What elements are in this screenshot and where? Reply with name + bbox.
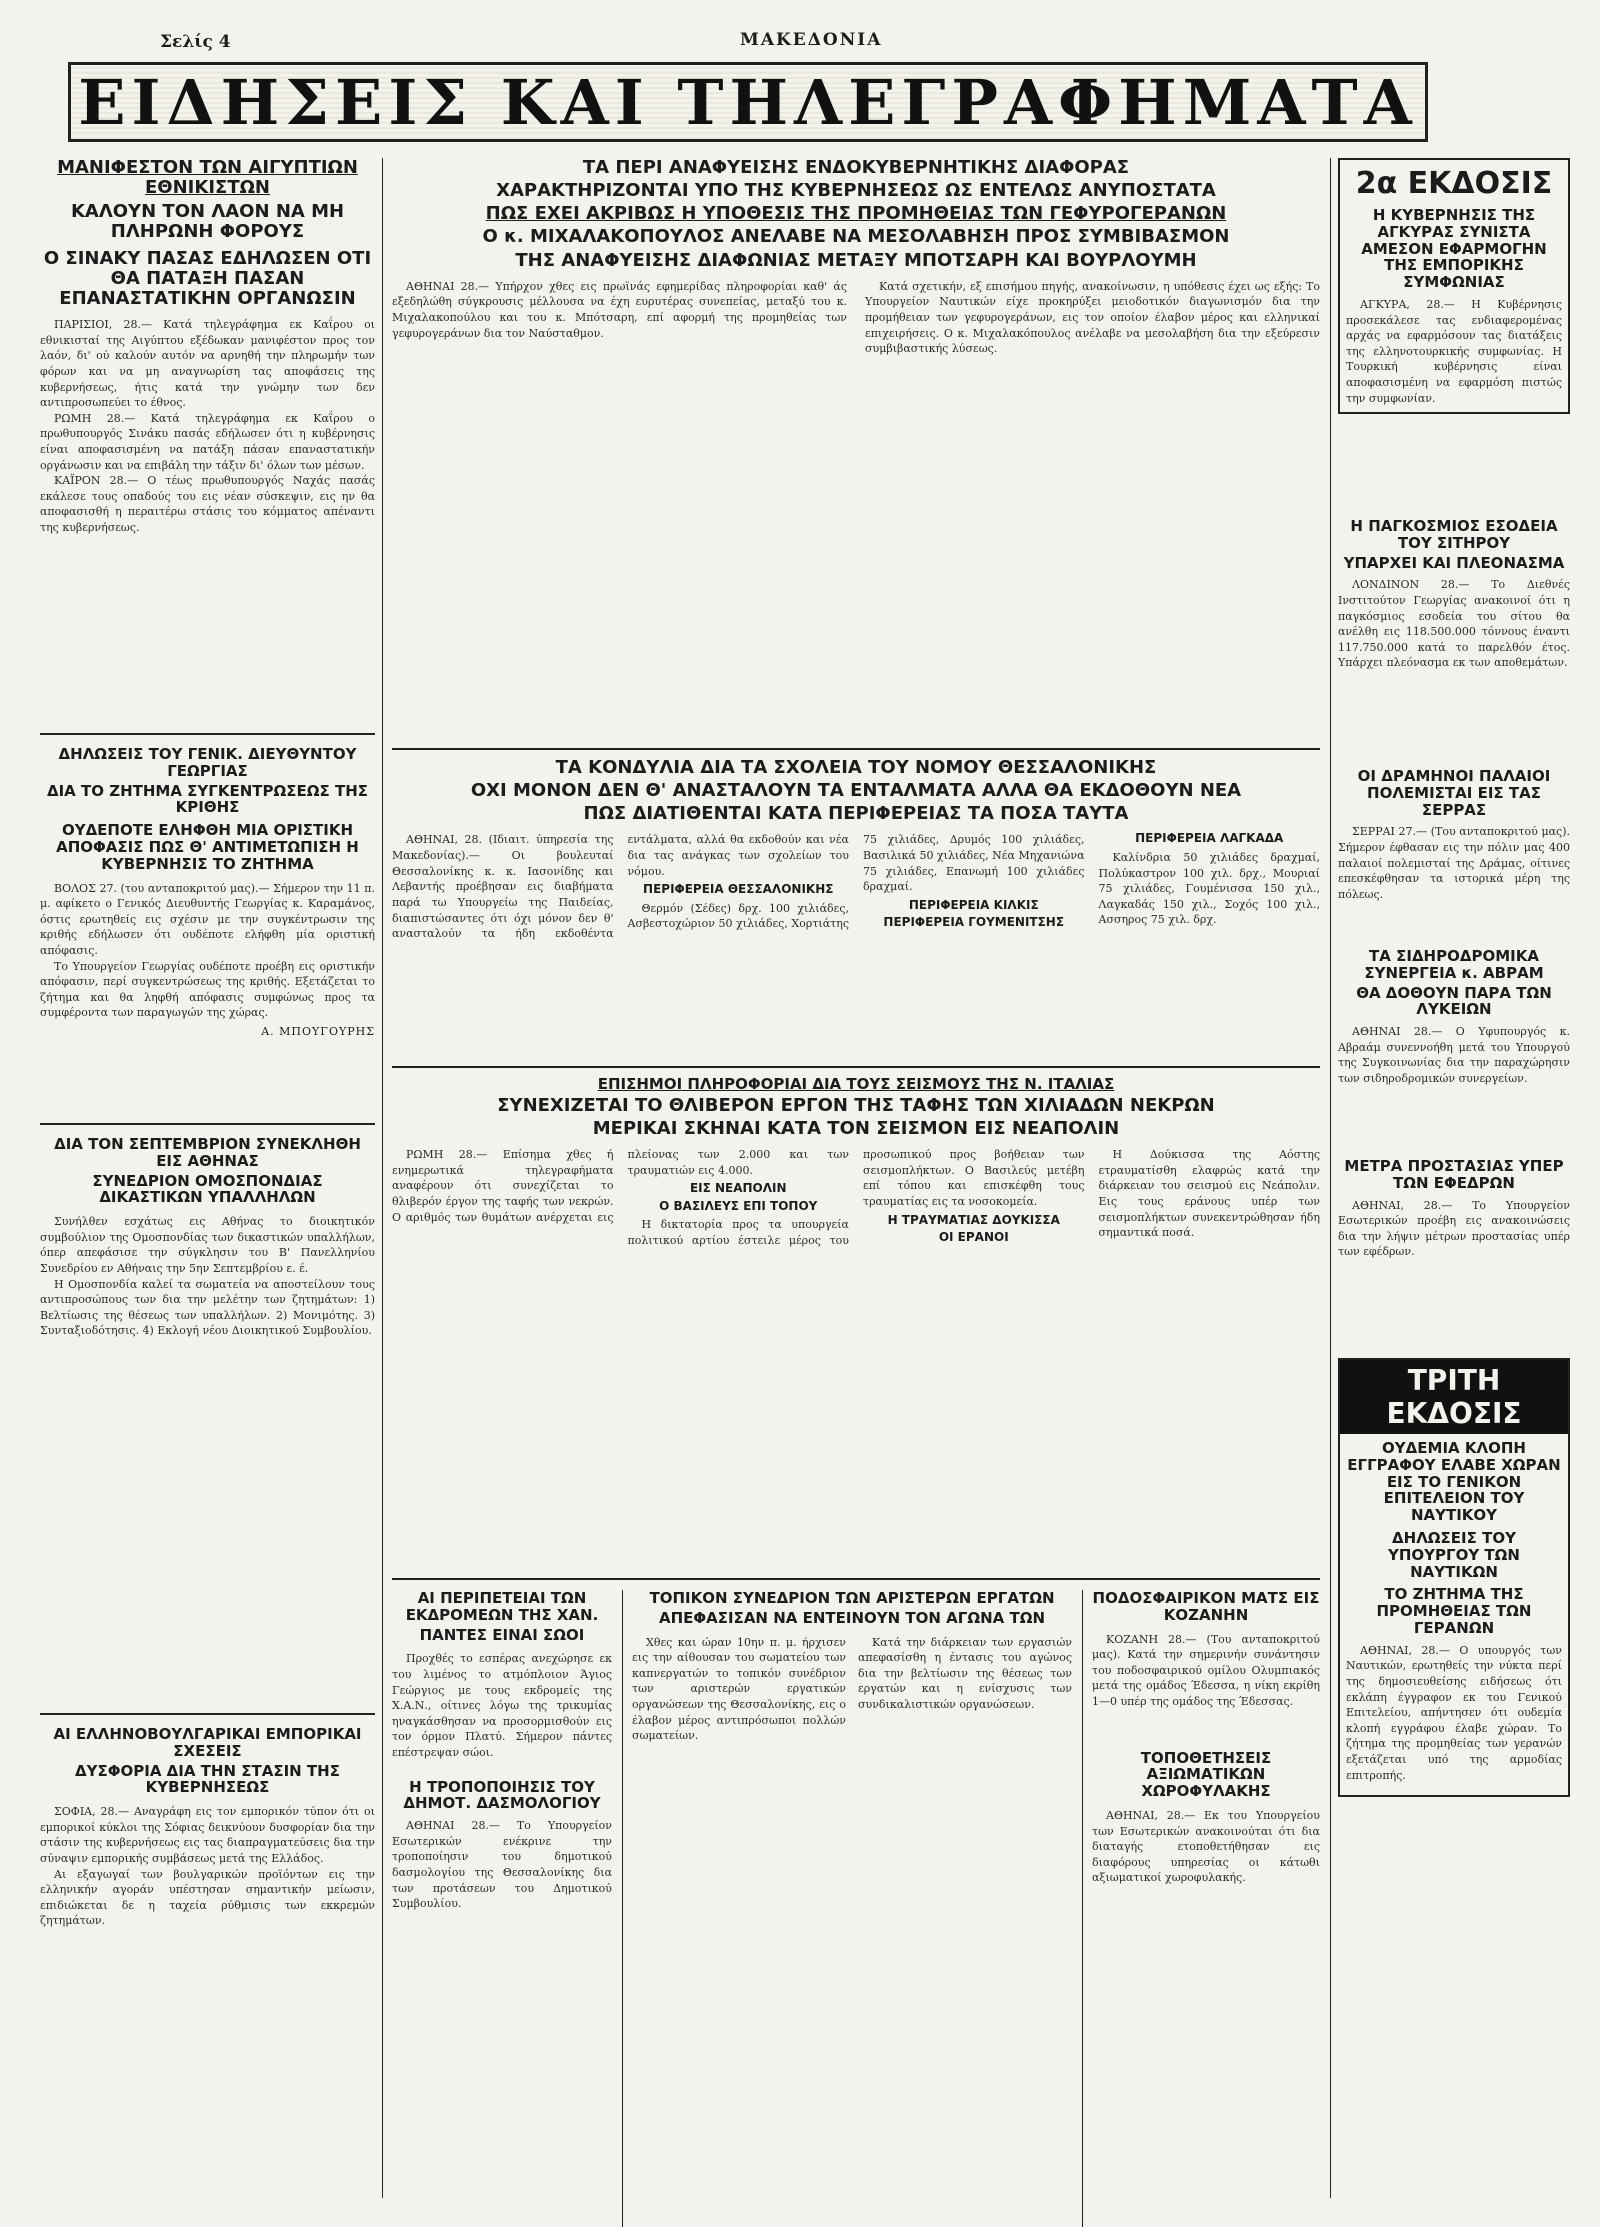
region-heading: ΠΕΡΙΦΕΡΕΙΑ ΚΙΛΚΙΣ <box>908 897 1039 912</box>
divider <box>40 1713 375 1715</box>
third-edition-box <box>1338 1358 1570 1797</box>
article-workers-congress <box>632 1590 1072 1744</box>
banner-title: ΕΙΔΗΣΕΙΣ ΚΑΙ ΤΗΛΕΓΡΑΦΗΜΑΤΑ <box>78 65 1418 139</box>
region-heading: ΠΕΡΙΦΕΡΕΙΑ ΛΑΓΚΑΔΑ <box>1135 831 1284 846</box>
headline: ΔΗΛΩΣΕΙΣ ΤΟΥ ΓΕΝΙΚ. ΔΙΕΥΘΥΝΤΟΥ ΓΕΩΡΓΙΑΣ <box>58 745 357 780</box>
paragraph: ΑΘΗΝΑΙ 28.— Υπήρχον χθες εις πρωϊνάς εφημερίδας πληροφορίαι καθ' άς εξεδηλώθη σύγκρουσις μέλλουσα να έχη ευρυτέρας συνεπείας, μεταξύ του κ. Μιχαλακοπούλου και του κ. Μπότσαρη, επί αφορμή της προμηθείας των γεφυρογεράνων δια τον Ναύσταθμον. <box>392 279 847 340</box>
article-egypt <box>40 158 375 536</box>
headline: Η ΚΥΒΕΡΝΗΣΙΣ ΤΗΣ ΑΓΚΥΡΑΣ ΣΥΝΙΣΤΑ ΑΜΕΣΟΝ ΕΦΑΡΜΟΓΗΝ ΤΗΣ ΕΜΠΟΡΙΚΗΣ ΣΥΜΦΩΝΙΑΣ <box>1361 206 1547 292</box>
page-number: Σελίς 4 <box>160 32 231 52</box>
paragraph: ΚΟΖΑΝΗ 28.— (Του ανταποκριτού μας). Κατά την σημερινήν συνάντησιν του ποδοσφαιρικού ομίλου Ολυμπιακός μετά της ομάδος Έδεσσα, η νίκη εκρίθη 1—0 υπέρ της ομάδος της Έδεσσας. <box>1092 1632 1320 1709</box>
subheadline: ΜΕΡΙΚΑΙ ΣΚΗΝΑΙ ΚΑΤΑ ΤΟΝ ΣΕΙΣΜΟΝ ΕΙΣ ΝΕΑΠΟΛΙΝ <box>592 1117 1120 1139</box>
article-football <box>1092 1590 1320 1886</box>
article-veterans <box>1338 768 1570 902</box>
second-edition-box <box>1338 158 1570 414</box>
masthead-line <box>40 28 1570 58</box>
subheadline: ΔΙΑ ΤΟ ΖΗΤΗΜΑ ΣΥΓΚΕΝΤΡΩΣΕΩΣ ΤΗΣ ΚΡΙΘΗΣ <box>46 781 368 817</box>
paragraph: Η δικτατορία προς τα υπουργεία πολιτικού αρτίου έστειλε μέρος του προσωπικού προς βοήθειαν των σεισμοπλήκτων. Ο Βασιλεύς μετέβη επί τόπου και επισκέφθη τους τραυματίας εις τα νοσοκομεία. <box>627 1148 1085 1247</box>
paragraph: ΡΩΜΗ 28.— Κατά τηλεγράφημα εκ Καΐρου ο πρωθυπουργός Σινάκυ πασάς εδήλωσεν ότι η κυβέρνησις είναι αποφασισμένη να πατάξη πάσαν επαναστατικήν οργάνωσιν και να επιβάλη την τάξιν δι' όλων των μέσων. <box>40 411 375 472</box>
headline: ΜΕΤΡΑ ΠΡΟΣΤΑΣΙΑΣ ΥΠΕΡ ΤΩΝ ΕΦΕΔΡΩΝ <box>1344 1157 1564 1192</box>
paragraph: Η Ομοσπονδία καλεί τα σωματεία να αποστείλουν τους αντιπροσώπους των δια την μελέτην των ζητημάτων: 1) Βελτίωσις της θέσεως των υπαλλήλων. 2) Μονιμότης. 3) Συνταξιοδότησις. 4) Εκλογή νέου Διοικητικού Συμβουλίου. <box>40 1277 375 1338</box>
headline: ΤΑ ΠΕΡΙ ΑΝΑΦΥΕΙΣΗΣ ΕΝΔΟΚΥΒΕΡΝΗΤΙΚΗΣ ΔΙΑΦΟΡΑΣ <box>582 157 1130 178</box>
article-greek-bulgarian <box>40 1726 375 1929</box>
paragraph: ΣΕΡΡΑΙ 27.— (Του ανταποκριτού μας). Σήμερον έφθασαν εις την πόλιν μας 400 παλαιοί πολεμισταί της Δράμας, οίτινες επεσκέφθησαν τα ιστορικά μέρη της πόλεως. <box>1338 825 1570 901</box>
headline: ΠΟΔΟΣΦΑΙΡΙΚΟΝ ΜΑΤΣ ΕΙΣ ΚΟΖΑΝΗΝ <box>1092 1589 1320 1624</box>
article-wheat <box>1338 518 1570 671</box>
headline: ΤΟΠΟΘΕΤΗΣΕΙΣ ΑΞΙΩΜΑΤΙΚΩΝ ΧΩΡΟΦΥΛΑΚΗΣ <box>1140 1748 1272 1801</box>
article-cranes <box>392 158 1320 357</box>
article-court-employees <box>40 1136 375 1339</box>
edition-title: 2α ΕΚΔΟΣΙΣ <box>1355 166 1553 201</box>
section-heading: Ο ΒΑΣΙΛΕΥΣ ΕΠΙ ΤΟΠΟΥ <box>659 1198 818 1213</box>
section-heading: ΕΙΣ ΝΕΑΠΟΛΙΝ <box>689 1181 787 1196</box>
newspaper-name: ΜΑΚΕΔΟΝΙΑ <box>740 30 883 50</box>
section-banner <box>68 62 1428 142</box>
subheadline: ΥΠΑΡΧΕΙ ΚΑΙ ΠΛΕΟΝΑΣΜΑ <box>1343 553 1565 572</box>
paragraph: ΠΑΡΙΣΙΟΙ, 28.— Κατά τηλεγράφημα εκ Καΐρου οι εθνικισταί της Αιγύπτου εξέδωκαν μανιφέστον προς τον λαόν, δι' ού καλούν αυτόν να αρνηθή την πληρωμήν των φόρων και να μη αναγνωρίση τας αποφάσεις της κυβερνήσεως, ήτις κατά την γνώμην των δεν αντιπροσωπεύει το έθνος. <box>40 318 375 410</box>
paragraph: Χθες και ώραν 10ην π. μ. ήρχισεν εις την αίθουσαν του σωματείου των καπνεργατών το τοπικόν συνέδριον των αριστερών εργατικών οργανώσεων της Θεσσαλονίκης, εις ο έλαβον μέρος αντιπρόσωποι πολλών σωματείων. <box>632 1635 846 1743</box>
divider <box>392 1578 1320 1580</box>
section-heading: ΟΙ ΕΡΑΝΟΙ <box>938 1229 1009 1244</box>
paragraph: ΑΓΚΥΡΑ, 28.— Η Κυβέρνησις προσεκάλεσε τας ενδιαφερομένας αρχάς να εφαρμόσουν τας διατάξεις της ελληνοτουρκικής συμφωνίας. Η Τουρκική κυβέρνησις είναι αποφασισμένη να εφαρμόση πιστώς την συμφωνίαν. <box>1346 297 1562 405</box>
article-excursionists <box>392 1590 612 1912</box>
column-rule <box>1330 158 1331 2198</box>
article-earthquake <box>392 1076 1320 1248</box>
column-rule <box>622 1590 623 2227</box>
subheadline: Ο κ. ΜΙΧΑΛΑΚΟΠΟΥΛΟΣ ΑΝΕΛΑΒΕ ΝΑ ΜΕΣΟΛΑΒΗΣΗ ΠΡΟΣ ΣΥΜΒΙΒΑΣΜΟΝ <box>482 226 1230 248</box>
subheadline: ΟΥΔΕΠΟΤΕ ΕΛΗΦΘΗ ΜΙΑ ΟΡΙΣΤΙΚΗ ΑΠΟΦΑΣΙΣ ΠΩΣ Θ' ΑΝΤΙΜΕΤΩΠΙΣΗ Η ΚΥΒΕΡΝΗΣΙΣ ΤΟ ΖΗΤΗΜΑ <box>56 821 359 873</box>
subheadline: ΣΥΝΕΧΙΖΕΤΑΙ ΤΟ ΘΛΙΒΕΡΟΝ ΕΡΓΟΝ ΤΗΣ ΤΑΦΗΣ ΤΩΝ ΧΙΛΙΑΔΩΝ ΝΕΚΡΩΝ <box>497 1094 1215 1116</box>
paragraph: ΛΟΝΔΙΝΟΝ 28.— Το Διεθνές Ινστιτούτον Γεωργίας ανακοινοί ότι η παγκόσμιος εσοδεία του σίτου θα ανέλθη εις 118.500.000 τόννους έναντι 117.750.000 κατά το παρελθόν έτος. Υπάρχει πλεόνασμα εκ των αποθεμάτων. <box>1338 578 1570 670</box>
region-heading: ΠΕΡΙΦΕΡΕΙΑ ΘΕΣΣΑΛΟΝΙΚΗΣ <box>643 882 834 897</box>
subheadline: ΣΥΝΕΔΡΙΟΝ ΟΜΟΣΠΟΝΔΙΑΣ ΔΙΚΑΣΤΙΚΩΝ ΥΠΑΛΛΗΛΩΝ <box>92 1171 323 1207</box>
paragraph: Το Υπουργείον Γεωργίας ουδέποτε προέβη εις οριστικήν απόφασιν, περί συγκεντρώσεως της κριθής. Εξετάζεται το ζήτημα και θα ληφθή απόφασις συμφώνως προς τα συμφέροντα των παραγωγών της χώρας. <box>40 959 375 1020</box>
paragraph: ΑΘΗΝΑΙ, 28.— Εκ του Υπουργείου των Εσωτερικών ανακοινούται ότι δια διαταγής ετοποθετήθησαν εις διαφόρους υπηρεσίας οι κάτωθι αξιωματικοί χωροφυλακής. <box>1092 1809 1320 1885</box>
subheadline: ΧΑΡΑΚΤΗΡΙΖΟΝΤΑΙ ΥΠΟ ΤΗΣ ΚΥΒΕΡΝΗΣΕΩΣ ΩΣ ΕΝΤΕΛΩΣ ΑΝΥΠΟΣΤΑΤΑ <box>496 180 1216 202</box>
column-rule <box>382 158 383 2198</box>
article-barley <box>40 746 375 1038</box>
headline: ΑΙ ΕΛΛΗΝΟΒΟΥΛΓΑΡΙΚΑΙ ΕΜΠΟΡΙΚΑΙ ΣΧΕΣΕΙΣ <box>53 1725 362 1760</box>
headline: ΟΙ ΔΡΑΜΗΝΟΙ ΠΑΛΑΙΟΙ ΠΟΛΕΜΙΣΤΑΙ ΕΙΣ ΤΑΣ ΣΕΡΡΑΣ <box>1357 767 1551 819</box>
subheadline: ΠΩΣ ΔΙΑΤΙΘΕΝΤΑΙ ΚΑΤΑ ΠΕΡΙΦΕΡΕΙΑΣ ΤΑ ΠΟΣΑ ΤΑΥΤΑ <box>583 803 1129 825</box>
section-heading: Η ΤΡΑΥΜΑΤΙΑΣ ΔΟΥΚΙΣΣΑ <box>887 1212 1060 1227</box>
subheadline: ΘΑ ΔΟΘΟΥΝ ΠΑΡΑ ΤΩΝ ΛΥΚΕΙΩΝ <box>1356 983 1552 1019</box>
paragraph: ΑΘΗΝΑΙ 28.— Ο Υφυπουργός κ. Αβραάμ συνεννοήθη μετά του Υπουργού της Συγκοινωνίας δια την παραχώρησιν των σιδηροδρομικών συνεργείων. <box>1338 1025 1570 1086</box>
divider <box>40 733 375 735</box>
paragraph: ΒΟΛΟΣ 27. (του ανταποκριτού μας).— Σήμερον την 11 π. μ. αφίκετο ο Γενικός Διευθυντής Γεωργίας κ. Καραμάνος, όστις ερωτηθείς εις σχέσιν με την συγκέντρωσιν της κριθής εδήλωσεν ότι ουδέποτε ελήφθη μία οριστική απόφασις. <box>40 881 375 958</box>
headline: ΤΑ ΣΙΔΗΡΟΔΡΟΜΙΚΑ ΣΥΝΕΡΓΕΙΑ κ. ΑΒΡΑΜ <box>1364 947 1544 982</box>
article-schools <box>392 758 1320 942</box>
byline: Α. ΜΠΟΥΓΟΥΡΗΣ <box>261 1025 375 1039</box>
headline: ΑΙ ΠΕΡΙΠΕΤΕΙΑΙ ΤΩΝ ΕΚΔΡΟΜΕΩΝ ΤΗΣ ΧΑΝ. <box>405 1589 599 1624</box>
subheadline: ΑΠΕΦΑΣΙΣΑΝ ΝΑ ΕΝΤΕΙΝΟΥΝ ΤΟΝ ΑΓΩΝΑ ΤΩΝ <box>658 1608 1045 1627</box>
headline: Η ΠΑΓΚΟΣΜΙΟΣ ΕΣΟΔΕΙΑ ΤΟΥ ΣΙΤΗΡΟΥ <box>1350 517 1558 552</box>
subheadline: ΔΗΛΩΣΕΙΣ ΤΟΥ ΥΠΟΥΡΓΟΥ ΤΩΝ ΝΑΥΤΙΚΩΝ <box>1388 1528 1520 1581</box>
edition-title: ΤΡΙΤΗ ΕΚΔΟΣΙΣ <box>1340 1360 1568 1434</box>
headline: ΕΠΙΣΗΜΟΙ ΠΛΗΡΟΦΟΡΙΑΙ ΔΙΑ ΤΟΥΣ ΣΕΙΣΜΟΥΣ ΤΗΣ Ν. ΙΤΑΛΙΑΣ <box>597 1075 1115 1093</box>
subheadline: ΤΗΣ ΑΝΑΦΥΕΙΣΗΣ ΔΙΑΦΩΝΙΑΣ ΜΕΤΑΞΥ ΜΠΟΤΣΑΡΗ ΚΑΙ ΒΟΥΡΛΟΥΜΗ <box>515 249 1197 271</box>
paragraph: Η Δούκισσα της Αόστης ετραυματίσθη ελαφρώς κατά την διάρκειαν του σεισμού εις Νεάπολιν. Εις τους εράνους υπέρ των σεισμοπλήκτων συνεκεντρώθησαν ήδη σημαντικά ποσά. <box>1098 1148 1320 1240</box>
paragraph: Συνήλθεν εσχάτως εις Αθήνας το διοικητικόν συμβούλιον της Ομοσπονδίας των δικαστικών υπαλλήλων, όπερ απεφάσισε την σύγκλησιν του Β' Πανελληνίου Συνεδρίου εν Αθήναις την 5ην Σεπτεμβρίου ε. έ. <box>40 1215 375 1276</box>
subheadline: ΚΑΛΟΥΝ ΤΟΝ ΛΑΟΝ ΝΑ ΜΗ ΠΛΗΡΩΝΗ ΦΟΡΟΥΣ <box>70 201 345 243</box>
subheadline: ΠΩΣ ΕΧΕΙ ΑΚΡΙΒΩΣ Η ΥΠΟΘΕΣΙΣ ΤΗΣ ΠΡΟΜΗΘΕΙΑΣ ΤΩΝ ΓΕΦΥΡΟΓΕΡΑΝΩΝ <box>485 203 1227 225</box>
subheadline: ΔΥΣΦΟΡΙΑ ΔΙΑ ΤΗΝ ΣΤΑΣΙΝ ΤΗΣ ΚΥΒΕΡΝΗΣΕΩΣ <box>75 1761 340 1797</box>
subheadline: Ο ΣΙΝΑΚΥ ΠΑΣΑΣ ΕΔΗΛΩΣΕΝ ΟΤΙ ΘΑ ΠΑΤΑΞΗ ΠΑΣΑΝ ΕΠΑΝΑΣΤΑΤΙΚΗΝ ΟΡΓΑΝΩΣΙΝ <box>43 247 372 309</box>
headline: ΤΟΠΙΚΟΝ ΣΥΝΕΔΡΙΟΝ ΤΩΝ ΑΡΙΣΤΕΡΩΝ ΕΡΓΑΤΩΝ <box>649 1589 1055 1607</box>
paragraph: ΡΩΜΗ 28.— Επίσημα χθες ή ενημερωτικά τηλεγραφήματα αναφέρουν ότι συνεχίζεται το θλιβερόν έργον της ταφής των νεκρών. Ο αριθμός των θυμάτων ανέρχεται εις πλείονας των 2.000 και των τραυματιών εις 4.000. <box>392 1148 849 1224</box>
paragraph: Καλίνδρια 50 χιλιάδες δραχμαί, Πολύκαστρον 100 χιλ. δρχ., Μουριαί 75 χιλιάδες, Γουμένισσα 150 χιλ., Λαγκαδάς 150 χιλ., Σοχός 100 χιλ., Ασσηρος 75 χιλ. δρχ. <box>1098 850 1320 927</box>
headline: ΔΙΑ ΤΟΝ ΣΕΠΤΕΜΒΡΙΟΝ ΣΥΝΕΚΛΗΘΗ ΕΙΣ ΑΘΗΝΑΣ <box>54 1135 361 1170</box>
paragraph: Αι εξαγωγαί των βουλγαρικών προϊόντων εις την ελληνικήν αγοράν υπέστησαν σημαντικήν μείωσιν, επιδιώκεται δε η ταχεία ρύθμισις των εκκρεμών ζητημάτων. <box>40 1867 375 1928</box>
article-railway <box>1338 948 1570 1087</box>
divider <box>392 748 1320 750</box>
divider <box>40 1123 375 1125</box>
subheadline: ΠΑΝΤΕΣ ΕΙΝΑΙ ΣΩΟΙ <box>419 1625 585 1644</box>
headline: Η ΤΡΟΠΟΠΟΙΗΣΙΣ ΤΟΥ ΔΗΜΟΤ. ΔΑΣΜΟΛΟΓΙΟΥ <box>403 1777 601 1813</box>
paragraph: ΑΘΗΝΑΙ, 28. (Ιδιαιτ. ύπηρεσία της Μακεδονίας).— Οι βουλευταί Θεσσαλονίκης κ. κ. Ιασονίδης και Λεβαντής προέβησαν εις διαβήματα παρά τω Υπουργείω της Παιδείας, διαπιστώσαντες ότι όχι μόνον δεν θ' ανασταλούν τα ήδη εκδοθέντα εντάλματα, αλλά θα εκδοθούν και νέα δια τας ανάγκας των σχολείων του νόμου. <box>392 833 849 941</box>
paragraph: ΑΘΗΝΑΙ, 28.— Το Υπουργείον Εσωτερικών προέβη εις ανακοινώσεις δια την λήψιν μέτρων προστασίας υπέρ των εφέδρων. <box>1338 1198 1570 1259</box>
headline: ΤΑ ΚΟΝΔΥΛΙΑ ΔΙΑ ΤΑ ΣΧΟΛΕΙΑ ΤΟΥ ΝΟΜΟΥ ΘΕΣΣΑΛΟΝΙΚΗΣ <box>555 757 1157 778</box>
paragraph: Θερμόν (Σέδες) δρχ. 100 χιλιάδες, Ασβεστοχώριον 50 χιλιάδες, Χορτιάτης 75 χιλιάδες, Δρυμός 100 χιλιάδες, Βασιλικά 50 χιλιάδες, Νέα Μηχανιώνα 75 χιλιάδες, Επανωμή 100 χιλιάδες δραχμαί. <box>627 833 1085 931</box>
paragraph: ΣΟΦΙΑ, 28.— Αναγράφη εις τον εμπορικόν τύπον ότι οι εμπορικοί κύκλοι της Σόφιας δεικνύουν δυσφορίαν δια την στάσιν της κυβερνήσεως εις τας διαπραγματεύσεις δια την σύναψιν εμπορικής συμβάσεως μετά της Ελλάδος. <box>40 1805 375 1866</box>
paragraph: Κατά σχετικήν, εξ επισήμου πηγής, ανακοίνωσιν, η υπόθεσις έχει ως εξής: Το Υπουργείον Ναυτικών είχε προκηρύξει μειοδοτικόν διαγωνισμόν δια την προμήθειαν των γεφυρογεράνων, εις τον οποίον έλαβον μέρος και ελληνικαί επιχειρήσεις. Ο κ. Μιχαλακόπουλος ανέλαβε να μεσολαβήση δια την εξεύρεσιν συμβιβαστικής λύσεως. <box>865 279 1320 356</box>
column-rule <box>1082 1590 1083 2227</box>
paragraph: Κατά την διάρκειαν των εργασιών απεφασίσθη η έντασις του αγώνος δια την βελτίωσιν της θέσεως των εργατών και η ενίσχυσις των συνδικαλιστικών οργανώσεων. <box>858 1635 1072 1712</box>
subheadline: ΤΟ ΖΗΤΗΜΑ ΤΗΣ ΠΡΟΜΗΘΕΙΑΣ ΤΩΝ ΓΕΡΑΝΩΝ <box>1376 1585 1532 1637</box>
paragraph: ΑΘΗΝΑΙ 28.— Το Υπουργείον Εσωτερικών ενέκρινε την τροποποίησιν του δημοτικού δασμολογίου της Θεσσαλονίκης δια των προτάσεων του Δημοτικού Συμβουλίου. <box>392 1819 612 1911</box>
region-heading: ΠΕΡΙΦΕΡΕΙΑ ΓΟΥΜΕΝΙΤΣΗΣ <box>883 915 1065 930</box>
headline: ΟΥΔΕΜΙΑ ΚΛΟΠΗ ΕΓΓΡΑΦΟΥ ΕΛΑΒΕ ΧΩΡΑΝ ΕΙΣ ΤΟ ΓΕΝΙΚΟΝ ΕΠΙΤΕΛΕΙΟΝ ΤΟΥ ΝΑΥΤΙΚΟΥ <box>1347 1439 1561 1525</box>
divider <box>392 1066 1320 1068</box>
paragraph: Προχθές το εσπέρας ανεχώρησε εκ του λιμένος το ατμόπλοιον Άγιος Γεώργιος με τους εκδρομείς της Χ.Α.Ν., οίτινες λόγω της τρικυμίας ηναγκάσθησαν να προσορμισθούν εις τον όρμον Πλατύ. Σήμερον πάντες επέστρεψαν σώοι. <box>392 1652 612 1760</box>
paragraph: ΑΘΗΝΑΙ, 28.— Ο υπουργός των Ναυτικών, ερωτηθείς την νύκτα περί της δημοσιευθείσης ειδήσεως ότι εκλάπη έγγραφον εκ του Γενικού Επιτελείου, απήντησεν ότι ουδεμία κλοπή εγγράφου έλαβε χώραν. Το ζήτημα της προμηθείας των γερανών εξετάζεται υπό της αρμοδίας επιτροπής. <box>1346 1643 1562 1782</box>
paragraph: ΚΑΪΡΟΝ 28.— Ο τέως πρωθυπουργός Ναχάς πασάς εκάλεσε τους οπαδούς του εις νέαν σύσκεψιν, εις ην θα αποφασισθή η περαιτέρω στάσις του κόμματος απέναντι της κυβερνήσεως. <box>40 474 375 535</box>
subheadline: ΟΧΙ ΜΟΝΟΝ ΔΕΝ Θ' ΑΝΑΣΤΑΛΟΥΝ ΤΑ ΕΝΤΑΛΜΑΤΑ ΑΛΛΑ ΘΑ ΕΚΔΟΘΟΥΝ ΝΕΑ <box>470 780 1242 802</box>
article-reservists <box>1338 1158 1570 1260</box>
headline: ΜΑΝΙΦΕΣΤΟΝ ΤΩΝ ΑΙΓΥΠΤΙΩΝ ΕΘΝΙΚΙΣΤΩΝ <box>57 157 358 199</box>
